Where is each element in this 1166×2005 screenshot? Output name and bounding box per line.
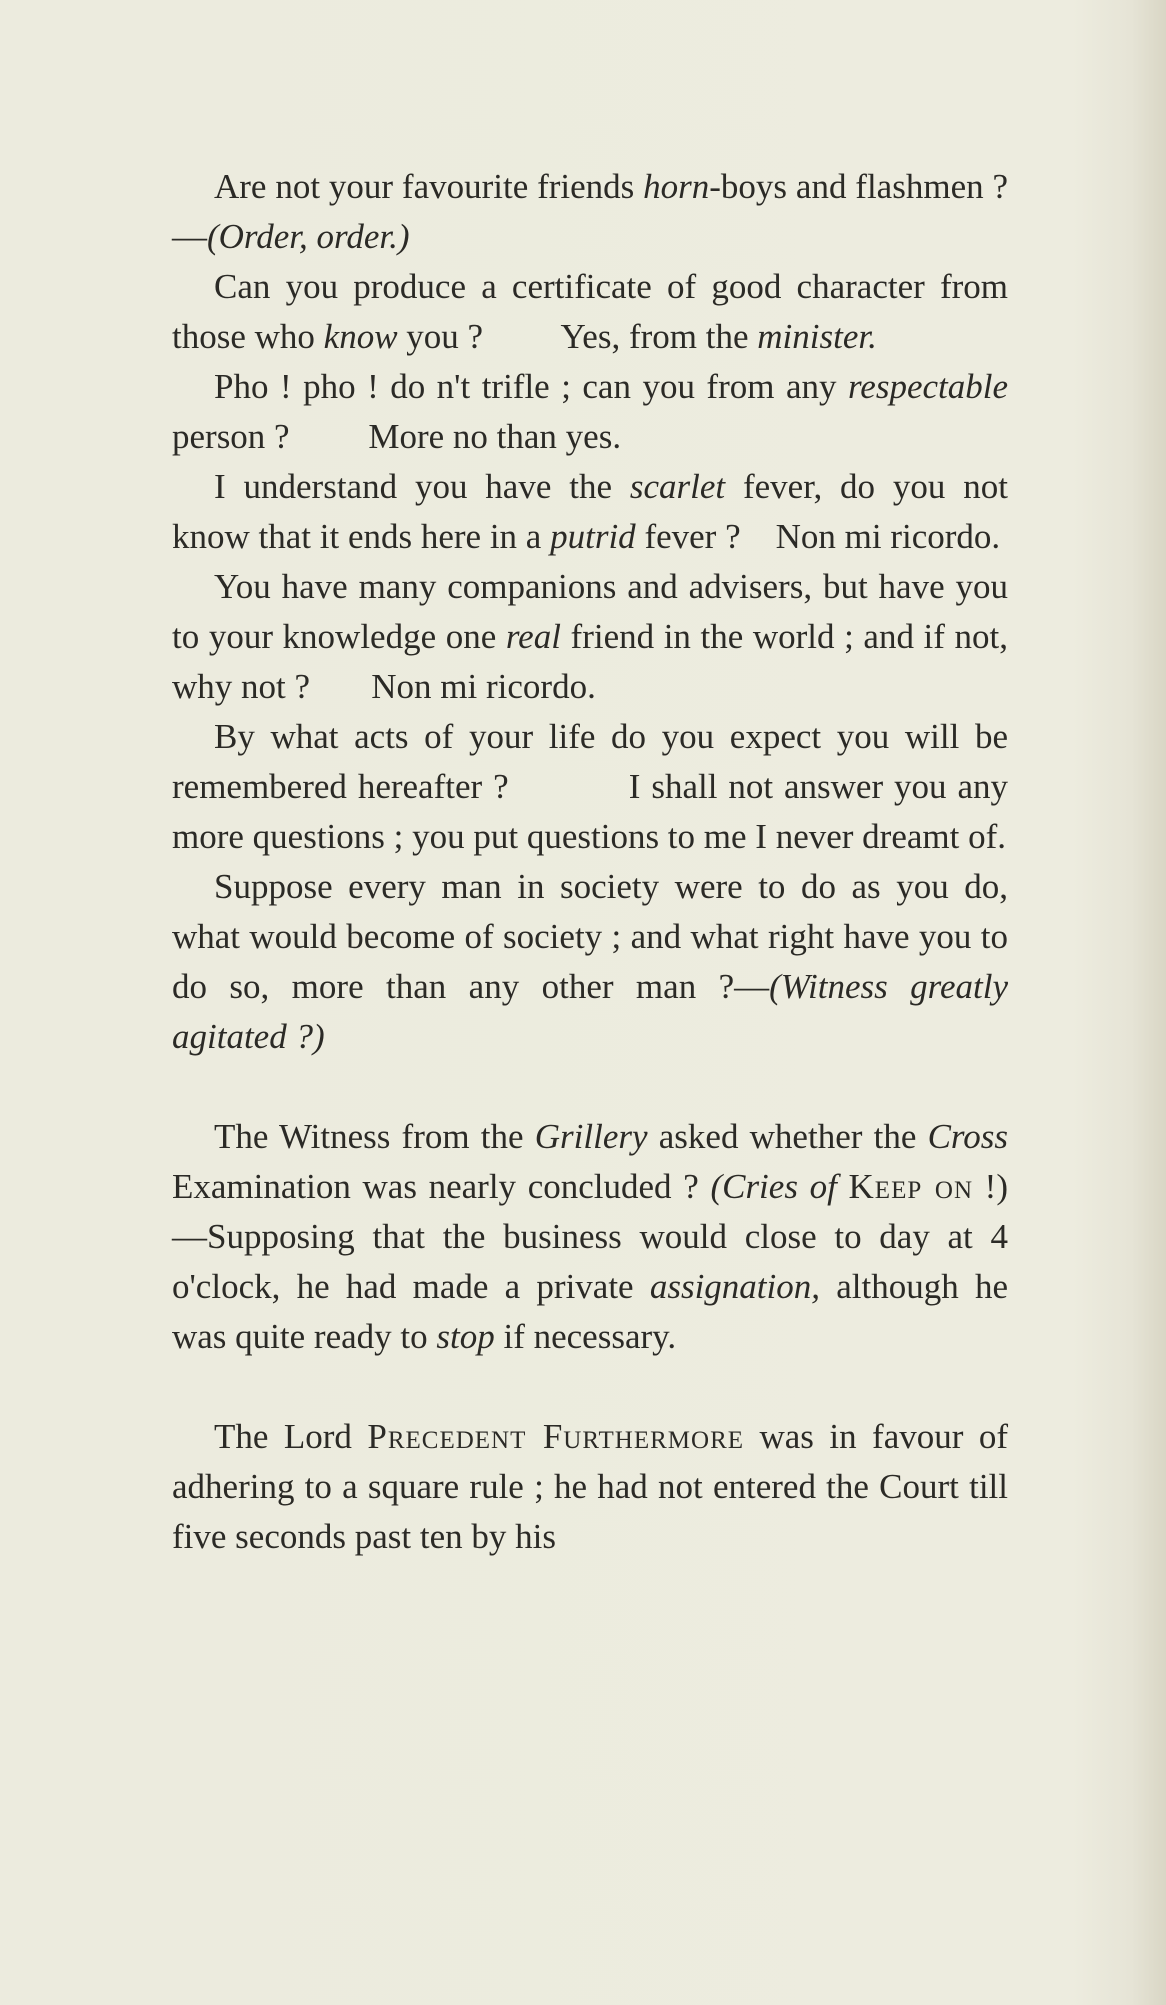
section-gap bbox=[172, 1062, 1008, 1112]
text-run: you ? Yes, from the bbox=[397, 317, 758, 356]
small-caps-text: Keep on bbox=[848, 1167, 974, 1206]
small-caps-text: Precedent Furthermore bbox=[367, 1417, 745, 1456]
text-run: person ? More no than yes. bbox=[172, 417, 622, 456]
text-run: By what acts of your life do you expect you will be remembered hereafter ? I shall not answer you any more questions ; you put questions to me I never dreamt of. bbox=[172, 717, 1008, 856]
text-run: Examination was nearly concluded ? bbox=[172, 1167, 711, 1206]
italic-text: Cross bbox=[927, 1117, 1008, 1156]
text-run: Can you produce a certificate of good character from those who bbox=[172, 267, 1008, 356]
paragraph bbox=[172, 262, 1008, 362]
italic-text: (Cries of bbox=[710, 1167, 837, 1206]
italic-text: (Order, order.) bbox=[207, 217, 410, 256]
page-text bbox=[172, 162, 1008, 1562]
italic-text: respectable bbox=[847, 367, 1008, 406]
text-run: friend in the world ; and if not, why not ? Non mi ricordo. bbox=[172, 617, 1009, 706]
italic-text: horn bbox=[643, 167, 710, 206]
text-run: The Witness from the bbox=[214, 1117, 535, 1156]
paragraph bbox=[172, 862, 1008, 1062]
paragraph bbox=[172, 362, 1008, 462]
italic-text: real bbox=[505, 617, 561, 656]
text-run: -boys and flashmen ?— bbox=[172, 167, 1008, 256]
text-run: asked whether the bbox=[647, 1117, 928, 1156]
section-gap bbox=[172, 1362, 1008, 1412]
italic-text: stop bbox=[436, 1317, 495, 1356]
text-run: was in favour of adhering to a square rule ; he had not entered the Court till five seconds past ten by his bbox=[172, 1417, 1009, 1556]
text-run: although he was quite ready to bbox=[172, 1267, 1008, 1356]
text-run: I understand you have the bbox=[214, 467, 630, 506]
text-run: Are not your favourite friends bbox=[214, 167, 644, 206]
text-run: The Lord bbox=[214, 1417, 368, 1456]
italic-text: putrid bbox=[550, 517, 636, 556]
paragraph bbox=[172, 562, 1008, 712]
italic-text: assignation, bbox=[649, 1267, 820, 1306]
italic-text: (Witness greatly agitated ?) bbox=[172, 967, 1008, 1056]
text-run: if necessary. bbox=[494, 1317, 677, 1356]
paragraph bbox=[172, 462, 1008, 562]
italic-text: know bbox=[323, 317, 398, 356]
text-run bbox=[837, 1167, 849, 1206]
italic-text: scarlet bbox=[629, 467, 726, 506]
italic-text: minister. bbox=[757, 317, 877, 356]
text-run: Pho ! pho ! do n't trifle ; can you from any bbox=[214, 367, 848, 406]
italic-text: Grillery bbox=[534, 1117, 648, 1156]
paragraph bbox=[172, 712, 1008, 862]
paragraph bbox=[172, 1412, 1008, 1562]
text-run: !)—Supposing that the business would close to day at 4 o'clock, he had made a private bbox=[172, 1167, 1008, 1306]
paragraph bbox=[172, 162, 1008, 262]
paragraph bbox=[172, 1112, 1008, 1362]
text-run: Suppose every man in society were to do as you do, what would become of society ; and what right have you to do so, more than any other man ?— bbox=[172, 867, 1008, 1006]
text-run: fever, do you not know that it ends here in a bbox=[172, 467, 1008, 556]
text-run: fever ? Non mi ricordo. bbox=[635, 517, 1001, 556]
text-run: You have many companions and advisers, but have you to your knowledge one bbox=[172, 567, 1008, 656]
